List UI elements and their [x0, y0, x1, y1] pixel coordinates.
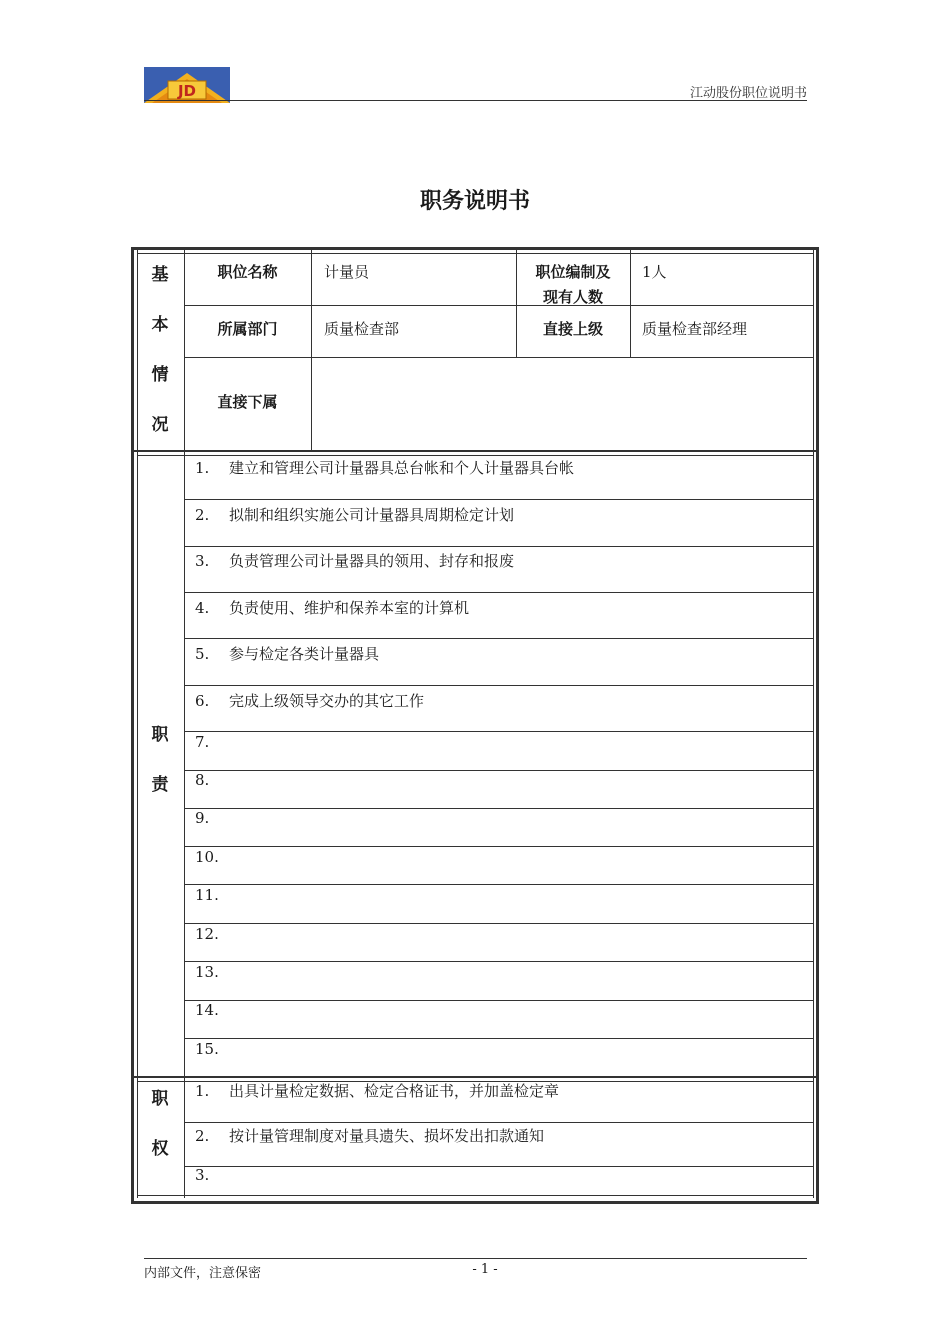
duty-number: 4.: [195, 599, 210, 617]
duty-item: [195, 848, 229, 866]
duty-item: [195, 690, 424, 711]
authority-number: 3.: [195, 1166, 210, 1184]
duty-item: [195, 771, 229, 789]
footer-confidential: 内部文件，注意保密: [144, 1266, 262, 1281]
duty-item: [195, 504, 514, 525]
authority-item: [195, 1166, 229, 1184]
duty-number: 11.: [195, 886, 219, 904]
duty-number: 2.: [195, 506, 210, 524]
authority-label-divider: [184, 1078, 185, 1198]
duty-number: 3.: [195, 552, 210, 570]
authority-number: 1.: [195, 1082, 210, 1100]
job-description-table: [131, 247, 819, 1204]
header-document-name: 江动股份职位说明书: [689, 86, 807, 101]
duty-number: 7.: [195, 733, 210, 751]
duty-item: [195, 643, 379, 664]
duty-number: 13.: [195, 963, 219, 981]
page-title: 职务说明书: [419, 189, 530, 214]
footer-divider: [144, 1258, 807, 1259]
duty-text: 负责使用、维护和保养本室的计算机: [229, 599, 470, 617]
headcount-label-line2: 现有人数: [542, 288, 603, 306]
duty-item: [195, 925, 229, 943]
subordinate-label: 直接下属: [217, 393, 278, 411]
department-label: 所属部门: [217, 320, 278, 338]
logo-text: JD: [177, 82, 197, 100]
authority-label-char: 权: [151, 1139, 169, 1159]
authority-number: 2.: [195, 1127, 210, 1145]
duty-text: 负责管理公司计量器具的领用、封存和报废: [229, 552, 515, 570]
basic-label-char: 况: [151, 415, 169, 435]
page-number: - 1 -: [472, 1262, 498, 1277]
headcount-value: 1人: [642, 263, 667, 281]
duty-item: [195, 1001, 229, 1019]
duty-number: 6.: [195, 692, 210, 710]
position-name-value: 计量员: [324, 263, 370, 281]
authority-item: [195, 1125, 544, 1146]
authority-item: [195, 1080, 559, 1101]
duty-number: 5.: [195, 645, 210, 663]
duty-item: [195, 733, 229, 751]
duty-text: 拟制和组织实施公司计量器具周期检定计划: [229, 506, 515, 524]
duty-number: 9.: [195, 809, 210, 827]
duty-number: 14.: [195, 1001, 219, 1019]
basic-label-char: 基: [151, 265, 169, 285]
duty-number: 8.: [195, 771, 210, 789]
duties-label-char: 职: [151, 725, 169, 745]
department-value: 质量检查部: [324, 320, 400, 338]
duty-item: [195, 963, 229, 981]
headcount-label-line1: 职位编制及: [535, 263, 611, 281]
duty-item: [195, 809, 229, 827]
duty-text: 完成上级领导交办的其它工作: [229, 692, 425, 710]
duty-number: 15.: [195, 1040, 219, 1058]
duty-item: [195, 1040, 229, 1058]
authority-text: 按计量管理制度对量具遗失、损坏发出扣款通知: [229, 1127, 545, 1145]
duty-text: 建立和管理公司计量器具总台帐和个人计量器具台帐: [229, 459, 575, 477]
position-name-label: 职位名称: [217, 263, 278, 281]
authority-text: 出具计量检定数据、检定合格证书，并加盖检定章: [229, 1082, 560, 1100]
superior-label: 直接上级: [542, 320, 603, 338]
duty-item: [195, 886, 229, 904]
superior-value: 质量检查部经理: [642, 320, 748, 338]
duty-number: 1.: [195, 459, 210, 477]
duty-text: 参与检定各类计量器具: [229, 645, 380, 663]
basic-label-char: 情: [151, 365, 169, 385]
header-divider: [144, 100, 807, 101]
inner-left-line: [137, 250, 138, 450]
duty-number: 12.: [195, 925, 219, 943]
basic-label-char: 本: [151, 315, 169, 335]
duty-item: [195, 457, 574, 478]
duties-label-char: 责: [151, 775, 169, 795]
duty-item: [195, 550, 514, 571]
duty-item: [195, 597, 469, 618]
company-logo: [144, 67, 230, 103]
duty-number: 10.: [195, 848, 219, 866]
authority-label-char: 职: [151, 1089, 169, 1109]
section-divider: [134, 450, 816, 452]
section-divider: [134, 1076, 816, 1078]
